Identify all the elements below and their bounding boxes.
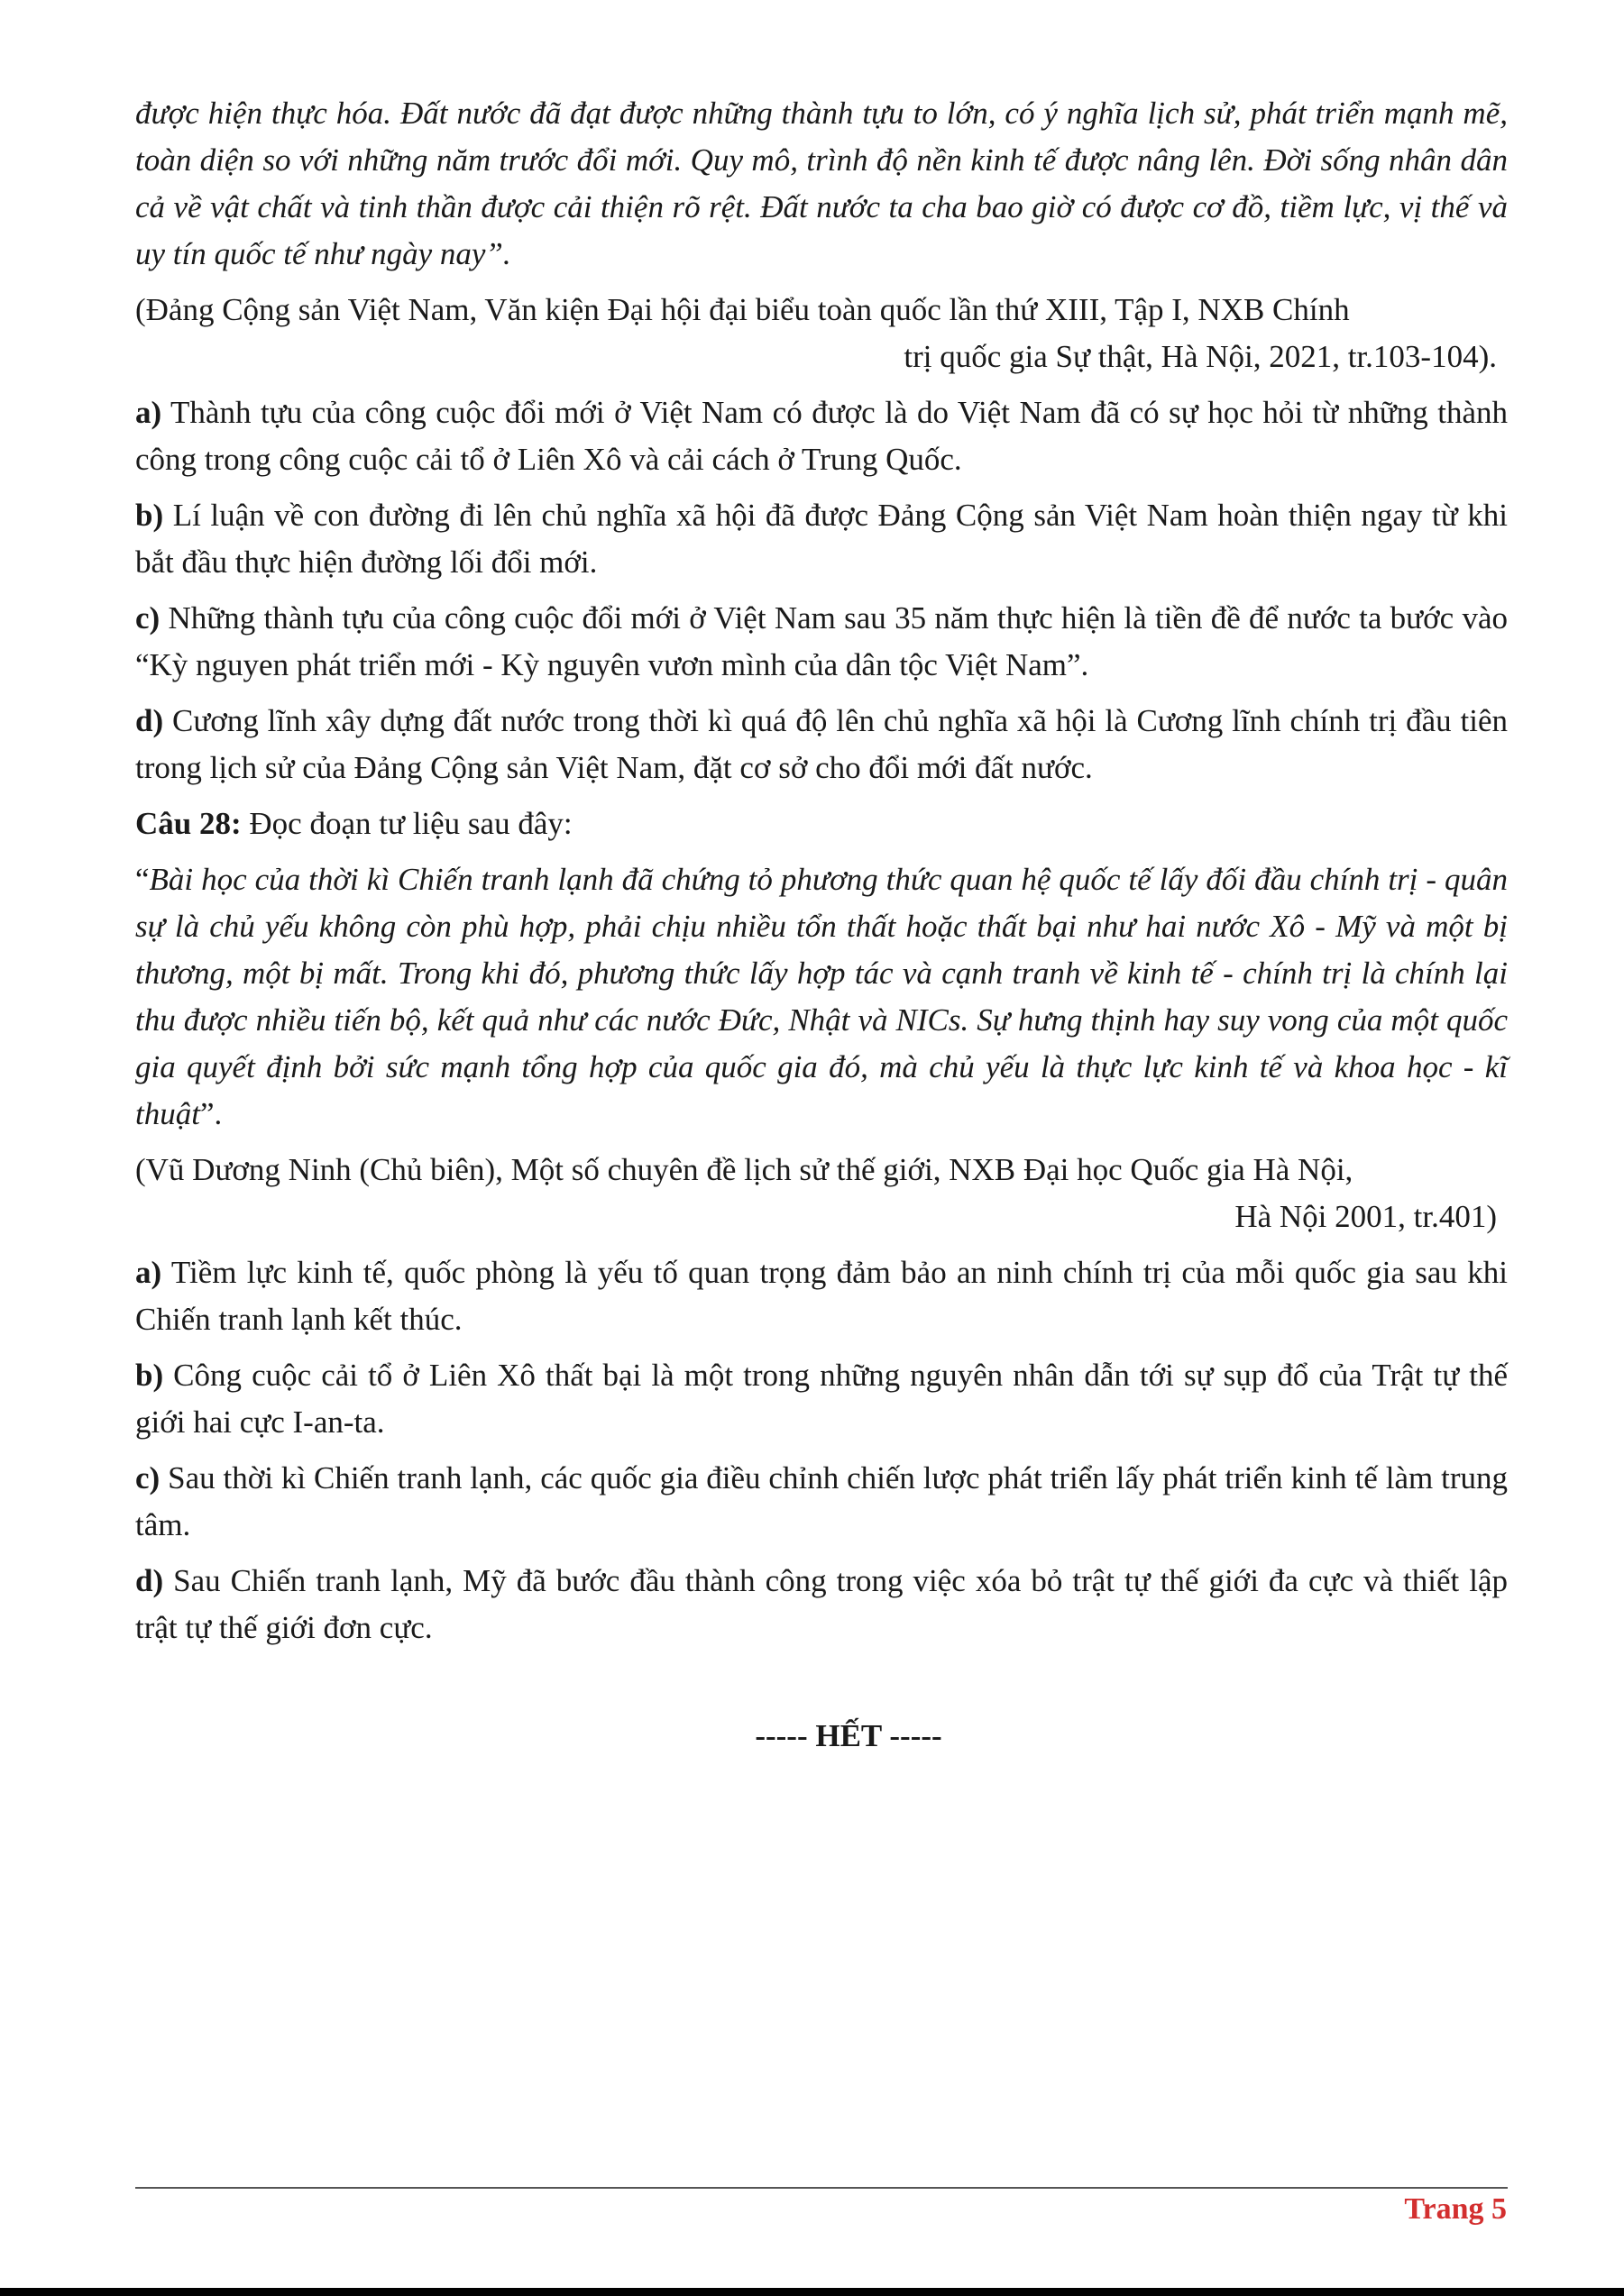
option-text: Sau Chiến tranh lạnh, Mỹ đã bước đầu thành công trong việc xóa bỏ trật tự thế giới đa cực và thiết lập trật tự thế giới đơn cực. bbox=[135, 1563, 1508, 1645]
option-text: Sau thời kì Chiến tranh lạnh, các quốc gia điều chỉnh chiến lược phát triển lấy phát triển kinh tế làm trung tâm. bbox=[135, 1460, 1508, 1542]
option-text: Cương lĩnh xây dựng đất nước trong thời kì quá độ lên chủ nghĩa xã hội là Cương lĩnh chính trị đầu tiên trong lịch sử của Đảng Cộng sản Việt Nam, đặt cơ sở cho đổi mới đất nước. bbox=[135, 703, 1508, 785]
question-prompt: Đọc đoạn tư liệu sau đây: bbox=[241, 806, 573, 841]
option-label: c) bbox=[135, 600, 161, 636]
option-text: Công cuộc cải tổ ở Liên Xô thất bại là một trong những nguyên nhân dẫn tới sự sụp đổ của Trật tự thế giới hai cực I-an-ta. bbox=[135, 1358, 1508, 1440]
option-label: b) bbox=[135, 1358, 164, 1393]
page-number: Trang 5 bbox=[1404, 2192, 1507, 2226]
quote-continuation: được hiện thực hóa. Đất nước đã đạt được những thành tựu to lớn, có ý nghĩa lịch sử, phát triển mạnh mẽ, toàn diện so với những năm trước đổi mới. Quy mô, trình độ nền kinh tế được nâng lên. Đời sống nhân dân cả về vật chất và tinh thần được cải thiện rõ rệt. Đất nước ta cha bao giờ có được cơ đồ, tiềm lực, vị thế và uy tín quốc tế như ngày nay”. bbox=[135, 96, 1508, 271]
quote-source bbox=[135, 287, 1508, 380]
q28-option-a bbox=[135, 1249, 1508, 1343]
quote-open-mark: “ bbox=[135, 862, 150, 897]
option-label: c) bbox=[135, 1460, 161, 1496]
option-text: Thành tựu của công cuộc đổi mới ở Việt Nam có được là do Việt Nam đã có sự học hỏi từ những thành công trong công cuộc cải tổ ở Liên Xô và cải cách ở Trung Quốc. bbox=[135, 395, 1508, 477]
option-c bbox=[135, 595, 1508, 689]
question-label: Câu 28: bbox=[135, 806, 242, 841]
quote-body: Bài học của thời kì Chiến tranh lạnh đã chứng tỏ phương thức quan hệ quốc tế lấy đối đầu chính trị - quân sự là chủ yếu không còn phù hợp, phải chịu nhiều tổn thất hoặc thất bại như hai nước Xô - Mỹ và một bị thương, một bị mất. Trong khi đó, phương thức lấy hợp tác và cạnh tranh về kinh tế - chính trị là chính lại thu được nhiều tiến bộ, kết quả như các nước Đức, Nhật và NICs. Sự hưng thịnh hay suy vong của một quốc gia quyết định bởi sức mạnh tổng hợp của quốc gia đó, mà chủ yếu là thực lực kinh tế và khoa học - kĩ thuật bbox=[135, 862, 1508, 1131]
option-text: Tiềm lực kinh tế, quốc phòng là yếu tố quan trọng đảm bảo an ninh chính trị của mỗi quốc gia sau khi Chiến tranh lạnh kết thúc. bbox=[135, 1255, 1508, 1337]
option-label: a) bbox=[135, 1255, 162, 1290]
option-text: Lí luận về con đường đi lên chủ nghĩa xã hội đã được Đảng Cộng sản Việt Nam hoàn thiện ngay từ khi bắt đầu thực hiện đường lối đổi mới. bbox=[135, 498, 1508, 580]
page-content bbox=[135, 90, 1508, 1760]
end-of-exam-mark: ----- HẾT ----- bbox=[755, 1718, 942, 1753]
source-line-1: (Đảng Cộng sản Việt Nam, Văn kiện Đại hội đại biểu toàn quốc lần thứ XIII, Tập I, NXB Chính bbox=[135, 292, 1350, 327]
question-28-quote bbox=[135, 856, 1508, 1138]
source-line-2: trị quốc gia Sự thật, Hà Nội, 2021, tr.103-104). bbox=[904, 339, 1497, 374]
question-28-heading bbox=[135, 800, 1508, 847]
source-line-2: Hà Nội 2001, tr.401) bbox=[1234, 1199, 1497, 1234]
q28-option-c bbox=[135, 1455, 1508, 1549]
option-a bbox=[135, 389, 1508, 483]
q28-option-d bbox=[135, 1558, 1508, 1651]
option-label: b) bbox=[135, 498, 164, 533]
question-28-source bbox=[135, 1147, 1508, 1240]
option-d bbox=[135, 698, 1508, 791]
q28-option-b bbox=[135, 1352, 1508, 1446]
option-label: a) bbox=[135, 395, 162, 430]
source-line-1: (Vũ Dương Ninh (Chủ biên), Một số chuyên đề lịch sử thế giới, NXB Đại học Quốc gia Hà Nội, bbox=[135, 1152, 1353, 1187]
page-bottom-edge bbox=[0, 2288, 1624, 2296]
option-label: d) bbox=[135, 1563, 164, 1598]
quote-close-mark: ”. bbox=[199, 1096, 223, 1131]
option-b bbox=[135, 492, 1508, 586]
footer-divider bbox=[135, 2187, 1508, 2189]
option-text: Những thành tựu của công cuộc đổi mới ở Việt Nam sau 35 năm thực hiện là tiền đề để nước ta bước vào “Kỳ nguyen phát triển mới - Kỳ nguyên vươn mình của dân tộc Việt Nam”. bbox=[135, 600, 1508, 682]
option-label: d) bbox=[135, 703, 164, 738]
